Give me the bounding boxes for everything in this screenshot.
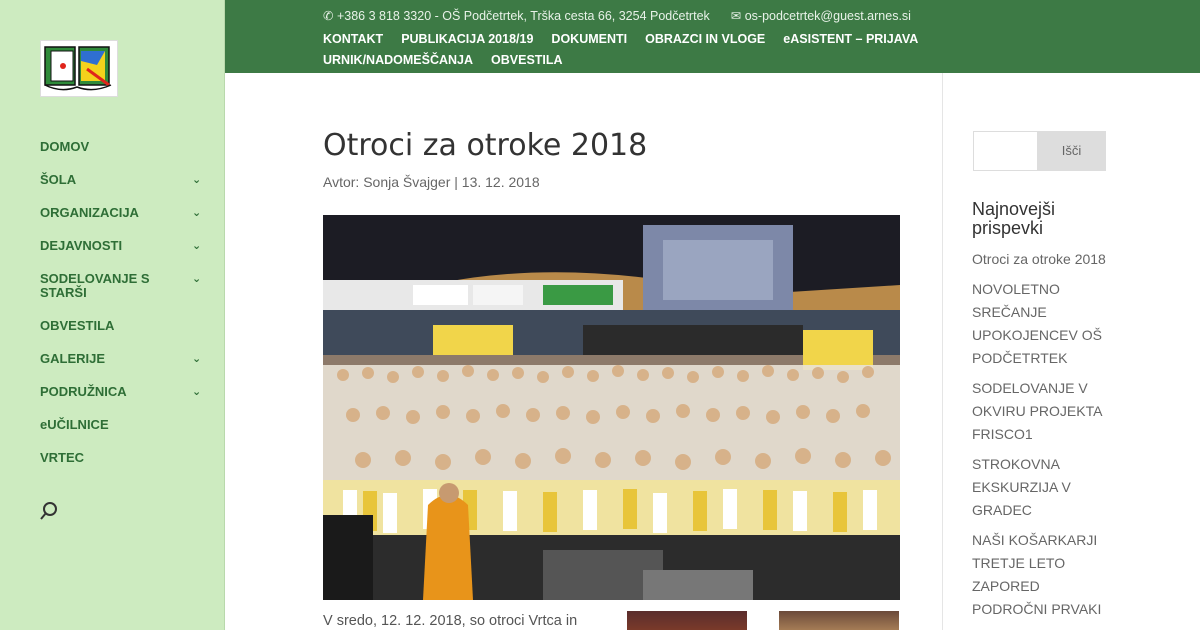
- chevron-down-icon[interactable]: ⌄: [192, 353, 202, 365]
- sidebar-item-label: GALERIJE: [40, 351, 106, 366]
- sidebar-item-label: ORGANIZACIJA: [40, 205, 139, 220]
- sidebar-item-label: VRTEC: [40, 450, 85, 465]
- recent-post-link[interactable]: SODELOVANJE V OKVIRU PROJEKTA FRISCO1: [972, 380, 1102, 442]
- gallery-thumbnail[interactable]: [627, 611, 747, 630]
- search-icon[interactable]: [38, 500, 60, 522]
- sidebar-item-galerije[interactable]: [40, 351, 202, 366]
- top-header: [225, 0, 1200, 73]
- recent-posts-title: Najnovejši prispevki: [972, 199, 1056, 238]
- sidebar-item-label: SODELOVANJE S STARŠI: [40, 271, 150, 300]
- left-sidebar: [0, 0, 225, 630]
- sidebar-item-obvestila[interactable]: [40, 319, 114, 333]
- sidebar-item-label: ŠOLA: [40, 172, 77, 187]
- top-menu-item[interactable]: KONTAKT: [323, 32, 384, 46]
- search-button[interactable]: Išči: [1037, 131, 1106, 171]
- top-menu-item[interactable]: DOKUMENTI: [551, 32, 628, 46]
- recent-post-link[interactable]: NOVOLETNO SREČANJE UPOKOJENCEV OŠ PODČETRTEK: [972, 281, 1102, 366]
- sidebar-item-label: DEJAVNOSTI: [40, 238, 123, 253]
- chevron-down-icon[interactable]: ⌄: [192, 273, 202, 285]
- recent-post-link[interactable]: Otroci za otroke 2018: [972, 251, 1106, 267]
- email-link[interactable]: os-podcetrtek@guest.arnes.si: [744, 9, 911, 23]
- sidebar-item-sodelovanje[interactable]: [40, 271, 202, 300]
- post-intro-text: V sredo, 12. 12. 2018, so otroci Vrtca in: [323, 613, 578, 629]
- sidebar-divider: [942, 73, 943, 630]
- top-menu-item[interactable]: URNIK/NADOMEŠČANJA: [323, 53, 474, 67]
- recent-post-link[interactable]: NAŠI KOŠARKARJI TRETJE LETO ZAPORED PODROČNI PRVAKI: [972, 532, 1102, 617]
- chevron-down-icon[interactable]: ⌄: [192, 174, 202, 186]
- top-menu-item[interactable]: OBVESTILA: [491, 53, 563, 67]
- sidebar-item-label: eUČILNICE: [40, 417, 109, 432]
- sidebar-item-label: DOMOV: [40, 139, 90, 154]
- post-title: Otroci za otroke 2018: [323, 128, 648, 163]
- top-menu-item[interactable]: OBRAZCI IN VLOGE: [645, 32, 766, 46]
- envelope-icon: ✉: [730, 9, 742, 23]
- contact-info: [323, 8, 911, 23]
- recent-posts-list: [972, 248, 1107, 628]
- school-logo[interactable]: [40, 40, 118, 97]
- recent-post-link[interactable]: STROKOVNA EKSKURZIJA V GRADEC: [972, 456, 1071, 518]
- chevron-down-icon[interactable]: ⌄: [192, 386, 202, 398]
- sidebar-item-podruznica[interactable]: [40, 384, 202, 399]
- sidebar-item-label: PODRUŽNICA: [40, 384, 127, 399]
- sidebar-item-organizacija[interactable]: [40, 205, 202, 220]
- top-menu-item[interactable]: PUBLIKACIJA 2018/19: [401, 32, 534, 46]
- sidebar-item-domov[interactable]: [40, 140, 89, 154]
- book-logo-icon: [41, 41, 117, 96]
- phone-icon: ✆: [323, 9, 334, 23]
- sidebar-item-sola[interactable]: [40, 172, 202, 187]
- top-menu: [323, 29, 1043, 71]
- post-featured-image[interactable]: [323, 215, 900, 600]
- sidebar-item-label: OBVESTILA: [40, 318, 115, 333]
- search-input[interactable]: [973, 131, 1037, 171]
- phone-address: +386 3 818 3320 - OŠ Podčetrtek, Trška cesta 66, 3254 Podčetrtek: [336, 9, 710, 23]
- sidebar-item-eucilnice[interactable]: [40, 418, 109, 432]
- sidebar-item-vrtec[interactable]: [40, 451, 84, 465]
- chevron-down-icon[interactable]: ⌄: [192, 207, 202, 219]
- gallery-thumbnail[interactable]: [779, 611, 899, 630]
- post-meta: Avtor: Sonja Švajger | 13. 12. 2018: [323, 174, 540, 190]
- top-menu-item[interactable]: eASISTENT – PRIJAVA: [783, 32, 919, 46]
- sidebar-item-dejavnosti[interactable]: [40, 238, 202, 253]
- chevron-down-icon[interactable]: ⌄: [192, 240, 202, 252]
